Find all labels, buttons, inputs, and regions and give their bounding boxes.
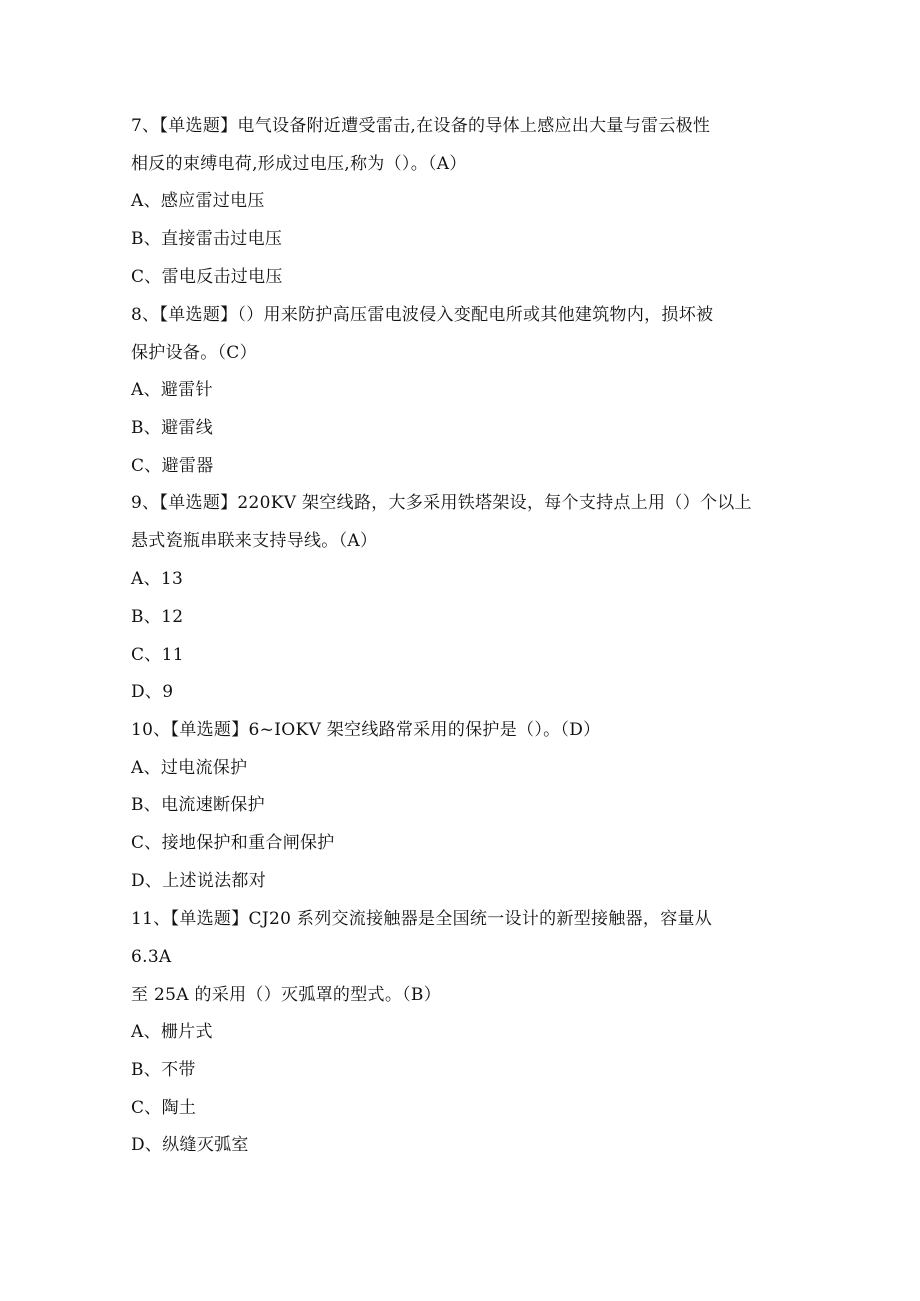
question-9-option-b: B、12 xyxy=(131,607,184,627)
question-11-text-line-1: 11、【单选题】CJ20 系列交流接触器是全国统一设计的新型接触器，容量从 xyxy=(131,909,713,929)
question-7-option-c: C、雷电反击过电压 xyxy=(131,267,283,287)
question-10-option-d: D、上述说法都对 xyxy=(131,871,267,891)
question-8-option-c: C、避雷器 xyxy=(131,456,214,476)
question-11-option-c: C、陶土 xyxy=(131,1098,197,1118)
question-9-option-a: A、13 xyxy=(131,569,184,589)
question-10-option-a: A、过电流保护 xyxy=(131,758,248,778)
question-9-option-c: C、11 xyxy=(131,645,184,665)
question-11-text-line-3: 至 25A 的采用（）灭弧罩的型式。（B） xyxy=(131,985,442,1005)
question-8-text-line-2: 保护设备。（C） xyxy=(131,343,257,363)
question-11-option-d: D、纵缝灭弧室 xyxy=(131,1135,249,1155)
question-11-text-line-2: 6.3A xyxy=(131,947,172,967)
question-8-text-line-1: 8、【单选题】（）用来防护高压雷电波侵入变配电所或其他建筑物内，损坏被 xyxy=(131,305,714,325)
question-7-option-b: B、直接雷击过电压 xyxy=(131,229,283,249)
question-9-text-line-1: 9、【单选题】220KV 架空线路，大多采用铁塔架设，每个支持点上用（）个以上 xyxy=(131,493,752,513)
question-9-text-line-2: 悬式瓷瓶串联来支持导线。（A） xyxy=(131,531,378,551)
question-10-option-b: B、电流速断保护 xyxy=(131,795,265,815)
question-8-option-a: A、避雷针 xyxy=(131,380,213,400)
question-11-option-b: B、不带 xyxy=(131,1060,196,1080)
question-9-option-d: D、9 xyxy=(131,682,174,702)
question-11-option-a: A、栅片式 xyxy=(131,1022,213,1042)
question-10-option-c: C、接地保护和重合闸保护 xyxy=(131,833,335,853)
question-8-option-b: B、避雷线 xyxy=(131,418,213,438)
question-10-text-line-1: 10、【单选题】6~IOKV 架空线路常采用的保护是（）。（D） xyxy=(131,720,601,740)
question-7-text-line-2: 相反的束缚电荷,形成过电压,称为（）。（A） xyxy=(131,154,467,174)
question-7-text-line-1: 7、【单选题】电气设备附近遭受雷击,在设备的导体上感应出大量与雷云极性 xyxy=(131,116,711,136)
question-7-option-a: A、感应雷过电压 xyxy=(131,191,265,211)
